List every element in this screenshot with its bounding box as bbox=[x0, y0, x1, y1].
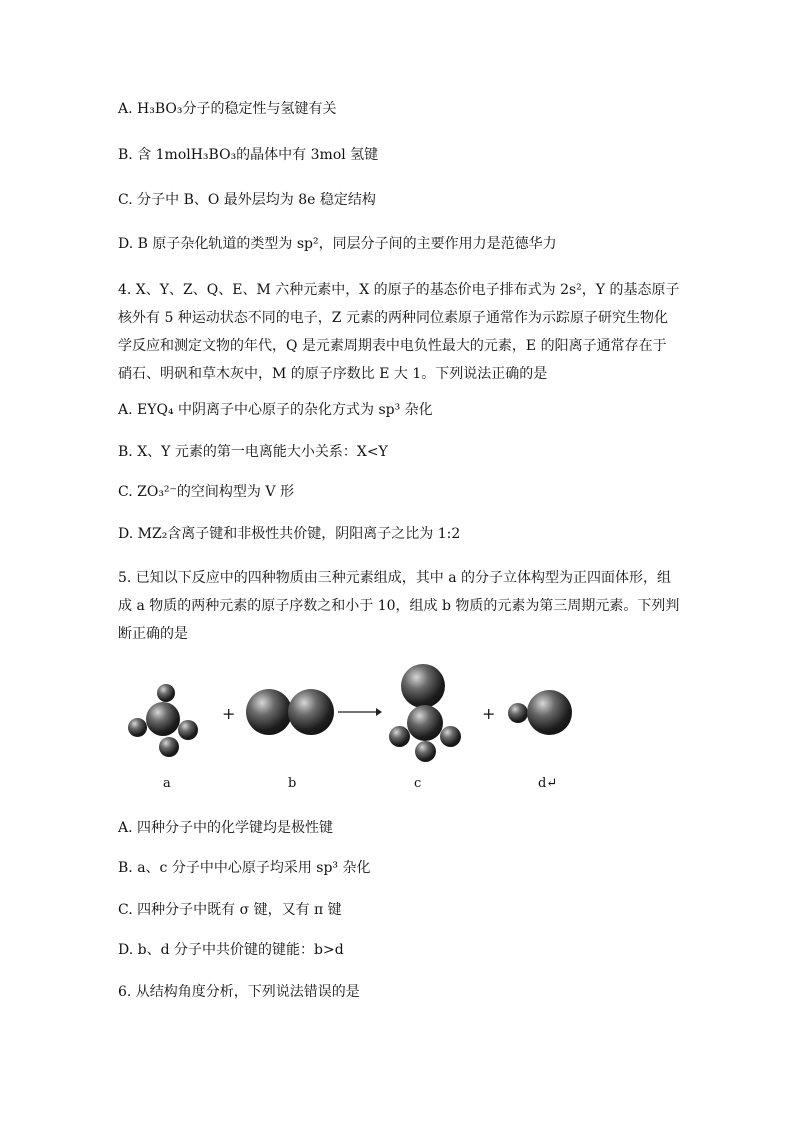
atom bbox=[527, 690, 572, 735]
q4-stem bbox=[118, 276, 678, 388]
q5-stem bbox=[118, 564, 678, 648]
q5-stem-line: 成 a 物质的两种元素的原子序数之和小于 10，组成 b 物质的元素为第三周期元素。下列判 bbox=[118, 598, 680, 614]
atom bbox=[440, 726, 461, 747]
q4-option-a: A. EYQ₄ 中阴离子中心原子的杂化方式为 sp³ 杂化 bbox=[118, 402, 433, 418]
q4-option-c: C. ZO₃²⁻的空间构型为 V 形 bbox=[118, 484, 294, 500]
atom bbox=[128, 718, 147, 737]
q5-option-a: A. 四种分子中的化学键均是极性键 bbox=[118, 820, 334, 836]
q3-option-d: D. B 原子杂化轨道的类型为 sp²，同层分子间的主要作用力是范德华力 bbox=[118, 236, 557, 252]
atom bbox=[415, 741, 436, 762]
atom bbox=[157, 684, 175, 702]
reaction-arrow bbox=[338, 706, 382, 718]
q5-stem-line: 5. 已知以下反应中的四种物质由三种元素组成，其中 a 的分子立体构型为正四面体形，组 bbox=[118, 570, 672, 586]
q3-option-b: B. 含 1molH₃BO₃的晶体中有 3mol 氢键 bbox=[118, 147, 379, 163]
plus-sign: + bbox=[222, 704, 236, 723]
label-c: c bbox=[414, 776, 422, 791]
label-a: a bbox=[163, 776, 171, 791]
atom bbox=[288, 689, 334, 735]
atom bbox=[178, 720, 198, 740]
q3-option-a: A. H₃BO₃分子的稳定性与氢键有关 bbox=[118, 101, 337, 117]
q4-option-d: D. MZ₂含离子键和非极性共价键，阴阳离子之比为 1:2 bbox=[118, 526, 461, 542]
q4-option-b: B. X、Y 元素的第一电离能大小关系：X<Y bbox=[118, 444, 388, 460]
atom bbox=[389, 726, 410, 747]
q5-option-b: B. a、c 分子中中心原子均采用 sp³ 杂化 bbox=[118, 860, 371, 876]
atom bbox=[401, 664, 445, 708]
q6-stem: 6. 从结构角度分析，下列说法错误的是 bbox=[118, 984, 360, 1000]
q4-stem-line: 4. X、Y、Z、Q、E、M 六种元素中，X 的原子的基态价电子排布式为 2s²，Y 的基态原子 bbox=[118, 282, 680, 298]
atom bbox=[246, 689, 292, 735]
q3-option-c: C. 分子中 B、O 最外层均为 8e 稳定结构 bbox=[118, 192, 376, 208]
atom bbox=[407, 705, 443, 741]
q4-stem-line: 核外有 5 种运动状态不同的电子，Z 元素的两种同位素原子通常作为示踪原子研究生物化 bbox=[118, 310, 668, 326]
q4-stem-line: 硝石、明矾和草木灰中，M 的原子序数比 E 大 1。下列说法正确的是 bbox=[118, 366, 548, 382]
label-b: b bbox=[288, 776, 297, 791]
plus-sign: + bbox=[482, 704, 496, 723]
atom bbox=[146, 702, 180, 736]
q5-option-c: C. 四种分子中既有 σ 键，又有 π 键 bbox=[118, 902, 342, 918]
atom bbox=[508, 703, 528, 723]
atom bbox=[159, 737, 179, 757]
label-d: d↵ bbox=[538, 776, 558, 791]
q5-option-d: D. b、d 分子中共价键的键能：b>d bbox=[118, 942, 344, 958]
q5-stem-line: 断正确的是 bbox=[118, 626, 188, 642]
q4-stem-line: 学反应和测定文物的年代，Q 是元素周期表中电负性最大的元素，E 的阳离子通常存在于 bbox=[118, 338, 667, 354]
